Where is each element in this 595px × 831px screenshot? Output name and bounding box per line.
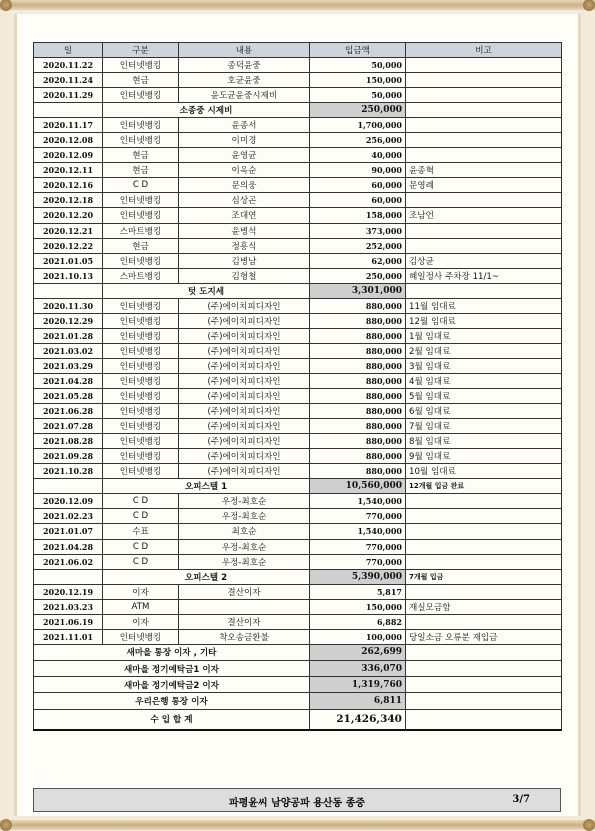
date-cell: 2021.01.07: [34, 524, 103, 539]
subtotal-amount: 5,390,000: [310, 569, 406, 584]
subtotal-row: [34, 569, 562, 584]
subtotal-spacer: [34, 569, 103, 584]
note-cell: [406, 223, 562, 238]
summary-amount: 1,319,760: [310, 677, 406, 693]
grand-total-note: [406, 709, 562, 730]
date-cell: 2020.12.21: [34, 223, 103, 238]
type-cell: 인터넷뱅킹: [103, 58, 179, 73]
type-cell: 인터넷뱅킹: [103, 358, 179, 373]
note-cell: [406, 494, 562, 509]
amount-cell: 770,000: [310, 554, 406, 569]
footer-title: 파평윤씨 남양공파 용산동 종중: [228, 798, 366, 809]
amount-cell: 880,000: [310, 313, 406, 328]
date-cell: 2021.05.28: [34, 389, 103, 404]
type-cell: 인터넷뱅킹: [103, 88, 179, 103]
description-cell: 우정-최호순: [179, 554, 310, 569]
date-cell: 2021.06.19: [34, 614, 103, 629]
amount-cell: 1,540,000: [310, 494, 406, 509]
table-row: [34, 629, 562, 644]
type-cell: 인터넷뱅킹: [103, 464, 179, 479]
table-row: [34, 584, 562, 599]
type-cell: C D: [103, 554, 179, 569]
note-cell: [406, 584, 562, 599]
description-cell: (주)에이치피디자인: [179, 328, 310, 343]
table-row: [34, 373, 562, 388]
page-number: 3/7: [512, 794, 530, 805]
date-cell: 2021.03.29: [34, 358, 103, 373]
note-cell: 5월 임대료: [406, 389, 562, 404]
amount-cell: 62,000: [310, 253, 406, 268]
description-cell: [179, 599, 310, 614]
date-cell: 2021.04.28: [34, 539, 103, 554]
description-cell: 우정-최호순: [179, 494, 310, 509]
note-cell: 혜일정사 주차장 11/1~: [406, 268, 562, 283]
date-cell: 2021.10.28: [34, 464, 103, 479]
note-cell: 2월 임대료: [406, 343, 562, 358]
table-row: [34, 253, 562, 268]
date-cell: 2020.11.30: [34, 298, 103, 313]
note-cell: [406, 554, 562, 569]
description-cell: (주)에이치피디자인: [179, 404, 310, 419]
date-cell: 2021.01.05: [34, 253, 103, 268]
amount-cell: 60,000: [310, 178, 406, 193]
type-cell: 인터넷뱅킹: [103, 193, 179, 208]
amount-cell: 90,000: [310, 163, 406, 178]
table-row: [34, 178, 562, 193]
amount-cell: 880,000: [310, 358, 406, 373]
subtotal-spacer: [34, 103, 103, 118]
subtotal-note: 7개월 입금: [406, 569, 562, 584]
rod-knob-bottom-left: [0, 819, 12, 831]
date-cell: 2021.07.28: [34, 419, 103, 434]
note-cell: [406, 238, 562, 253]
summary-row: [34, 693, 562, 709]
date-cell: 2021.06.28: [34, 404, 103, 419]
type-cell: 인터넷뱅킹: [103, 629, 179, 644]
note-cell: [406, 193, 562, 208]
table-row: [34, 419, 562, 434]
note-cell: 문영례: [406, 178, 562, 193]
summary-row: [34, 661, 562, 677]
date-cell: 2020.12.18: [34, 193, 103, 208]
summary-label: 우리은행 통장 이자: [34, 693, 310, 709]
subtotal-row: [34, 479, 562, 494]
table-row: [34, 434, 562, 449]
note-cell: 8월 임대료: [406, 434, 562, 449]
scroll-bottom-rod: [0, 820, 595, 830]
table-row: [34, 58, 562, 73]
type-cell: 인터넷뱅킹: [103, 133, 179, 148]
table-row: [34, 133, 562, 148]
type-cell: 현금: [103, 238, 179, 253]
table-row: [34, 494, 562, 509]
summary-label: 새마을 정기예탁금2 이자: [34, 677, 310, 693]
date-cell: 2020.12.09: [34, 148, 103, 163]
summary-amount: 6,811: [310, 693, 406, 709]
col-header-note: 비고: [406, 43, 562, 58]
description-cell: (주)에이치피디자인: [179, 313, 310, 328]
subtotal-spacer: [34, 479, 103, 494]
description-cell: 이미경: [179, 133, 310, 148]
note-cell: 재실모금함: [406, 599, 562, 614]
amount-cell: 880,000: [310, 404, 406, 419]
date-cell: 2020.12.22: [34, 238, 103, 253]
date-cell: 2020.11.24: [34, 73, 103, 88]
subtotal-label: 오피스텔 1: [103, 479, 310, 494]
type-cell: 인터넷뱅킹: [103, 118, 179, 133]
grand-total-amount: 21,426,340: [310, 709, 406, 730]
amount-cell: 770,000: [310, 539, 406, 554]
amount-cell: 6,882: [310, 614, 406, 629]
note-cell: 9월 임대료: [406, 449, 562, 464]
description-cell: 심상곤: [179, 193, 310, 208]
description-cell: 결산이자: [179, 614, 310, 629]
table-row: [34, 554, 562, 569]
date-cell: 2020.11.22: [34, 58, 103, 73]
type-cell: 인터넷뱅킹: [103, 404, 179, 419]
table-row: [34, 509, 562, 524]
type-cell: 인터넷뱅킹: [103, 419, 179, 434]
table-row: [34, 343, 562, 358]
type-cell: 현금: [103, 73, 179, 88]
type-cell: 스마트뱅킹: [103, 268, 179, 283]
type-cell: C D: [103, 178, 179, 193]
summary-note: [406, 661, 562, 677]
date-cell: 2021.06.02: [34, 554, 103, 569]
type-cell: 이자: [103, 614, 179, 629]
type-cell: 인터넷뱅킹: [103, 449, 179, 464]
table-row: [34, 298, 562, 313]
description-cell: (주)에이치피디자인: [179, 419, 310, 434]
header-row: [34, 43, 562, 58]
note-cell: [406, 539, 562, 554]
type-cell: 이자: [103, 584, 179, 599]
table-row: [34, 73, 562, 88]
date-cell: 2021.11.01: [34, 629, 103, 644]
subtotal-amount: 10,560,000: [310, 479, 406, 494]
table-row: [34, 449, 562, 464]
date-cell: 2020.11.29: [34, 88, 103, 103]
table-row: [34, 539, 562, 554]
amount-cell: 150,000: [310, 73, 406, 88]
note-cell: 당일소금 오류분 재입금: [406, 629, 562, 644]
col-header-description: 내용: [179, 43, 310, 58]
note-cell: [406, 73, 562, 88]
note-cell: 1월 임대료: [406, 328, 562, 343]
description-cell: (주)에이치피디자인: [179, 373, 310, 388]
subtotal-amount: 250,000: [310, 103, 406, 118]
date-cell: 2021.01.28: [34, 328, 103, 343]
summary-row: [34, 677, 562, 693]
type-cell: 인터넷뱅킹: [103, 253, 179, 268]
date-cell: 2021.03.02: [34, 343, 103, 358]
table-row: [34, 193, 562, 208]
amount-cell: 50,000: [310, 58, 406, 73]
table-row: [34, 208, 562, 223]
amount-cell: 100,000: [310, 629, 406, 644]
amount-cell: 158,000: [310, 208, 406, 223]
amount-cell: 770,000: [310, 509, 406, 524]
amount-cell: 5,817: [310, 584, 406, 599]
type-cell: C D: [103, 539, 179, 554]
type-cell: 인터넷뱅킹: [103, 389, 179, 404]
amount-cell: 880,000: [310, 343, 406, 358]
type-cell: 인터넷뱅킹: [103, 313, 179, 328]
amount-cell: 880,000: [310, 298, 406, 313]
type-cell: 인터넷뱅킹: [103, 298, 179, 313]
date-cell: 2021.02.23: [34, 509, 103, 524]
description-cell: (주)에이치피디자인: [179, 389, 310, 404]
amount-cell: 880,000: [310, 464, 406, 479]
table-row: [34, 268, 562, 283]
page-footer: [33, 788, 561, 812]
summary-row: [34, 644, 562, 660]
note-cell: 10월 임대료: [406, 464, 562, 479]
table-row: [34, 464, 562, 479]
subtotal-spacer: [34, 283, 103, 298]
note-cell: 4월 임대료: [406, 373, 562, 388]
description-cell: 우정-최호순: [179, 509, 310, 524]
type-cell: 인터넷뱅킹: [103, 208, 179, 223]
date-cell: 2020.12.19: [34, 584, 103, 599]
subtotal-label: 오피스텔 2: [103, 569, 310, 584]
amount-cell: 880,000: [310, 449, 406, 464]
subtotal-row: [34, 283, 562, 298]
description-cell: 김형철: [179, 268, 310, 283]
subtotal-note: 12개월 입금 완료: [406, 479, 562, 494]
summary-amount: 336,070: [310, 661, 406, 677]
amount-cell: 50,000: [310, 88, 406, 103]
amount-cell: 880,000: [310, 328, 406, 343]
subtotal-row: [34, 103, 562, 118]
table-row: [34, 328, 562, 343]
type-cell: C D: [103, 509, 179, 524]
amount-cell: 40,000: [310, 148, 406, 163]
note-cell: [406, 118, 562, 133]
subtotal-note: [406, 283, 562, 298]
note-cell: 12월 임대료: [406, 313, 562, 328]
note-cell: [406, 614, 562, 629]
subtotal-label: 텃 도지세: [103, 283, 310, 298]
description-cell: 조대연: [179, 208, 310, 223]
date-cell: 2020.12.08: [34, 133, 103, 148]
rod-knob-bottom-right: [583, 819, 595, 831]
description-cell: (주)에이치피디자인: [179, 434, 310, 449]
note-cell: [406, 509, 562, 524]
amount-cell: 1,700,000: [310, 118, 406, 133]
type-cell: 인터넷뱅킹: [103, 373, 179, 388]
note-cell: 조남언: [406, 208, 562, 223]
amount-cell: 373,000: [310, 223, 406, 238]
note-cell: [406, 524, 562, 539]
date-cell: 2021.04.28: [34, 373, 103, 388]
date-cell: 2020.12.29: [34, 313, 103, 328]
description-cell: 최호순: [179, 524, 310, 539]
date-cell: 2020.12.16: [34, 178, 103, 193]
note-cell: 3월 임대료: [406, 358, 562, 373]
type-cell: 현금: [103, 163, 179, 178]
description-cell: 정흥식: [179, 238, 310, 253]
description-cell: 이옥순: [179, 163, 310, 178]
table-row: [34, 163, 562, 178]
note-cell: 김상균: [406, 253, 562, 268]
note-cell: [406, 133, 562, 148]
date-cell: 2021.10.13: [34, 268, 103, 283]
description-cell: 종덕윤중: [179, 58, 310, 73]
note-cell: [406, 148, 562, 163]
col-header-amount: 입금액: [310, 43, 406, 58]
subtotal-note: [406, 103, 562, 118]
table-row: [34, 148, 562, 163]
grand-total-label: 수 입 합 계: [34, 709, 310, 730]
summary-label: 새마을 정기예탁금1 이자: [34, 661, 310, 677]
income-ledger-table: [33, 42, 562, 731]
type-cell: 수표: [103, 524, 179, 539]
subtotal-amount: 3,301,000: [310, 283, 406, 298]
description-cell: (주)에이치피디자인: [179, 464, 310, 479]
type-cell: 인터넷뱅킹: [103, 343, 179, 358]
date-cell: 2020.12.11: [34, 163, 103, 178]
amount-cell: 252,000: [310, 238, 406, 253]
description-cell: (주)에이치피디자인: [179, 358, 310, 373]
type-cell: 인터넷뱅킹: [103, 328, 179, 343]
table-row: [34, 614, 562, 629]
date-cell: 2021.08.28: [34, 434, 103, 449]
type-cell: 스마트뱅킹: [103, 223, 179, 238]
scroll-top-rod: [0, 0, 595, 10]
description-cell: 윤도균윤중시제비: [179, 88, 310, 103]
note-cell: 7월 임대료: [406, 419, 562, 434]
table-row: [34, 223, 562, 238]
summary-note: [406, 677, 562, 693]
description-cell: 착오송금환불: [179, 629, 310, 644]
date-cell: 2020.12.20: [34, 208, 103, 223]
amount-cell: 880,000: [310, 419, 406, 434]
summary-note: [406, 693, 562, 709]
subtotal-label: 소종중 시제비: [103, 103, 310, 118]
note-cell: [406, 58, 562, 73]
note-cell: [406, 88, 562, 103]
type-cell: ATM: [103, 599, 179, 614]
col-header-date: 일: [34, 43, 103, 58]
date-cell: 2021.09.28: [34, 449, 103, 464]
description-cell: (주)에이치피디자인: [179, 298, 310, 313]
description-cell: (주)에이치피디자인: [179, 449, 310, 464]
summary-note: [406, 644, 562, 660]
table-row: [34, 389, 562, 404]
description-cell: 호균윤중: [179, 73, 310, 88]
date-cell: 2020.12.09: [34, 494, 103, 509]
amount-cell: 150,000: [310, 599, 406, 614]
description-cell: 우정-최호순: [179, 539, 310, 554]
description-cell: 윤병석: [179, 223, 310, 238]
grand-total-row: [34, 709, 562, 730]
description-cell: 윤영균: [179, 148, 310, 163]
note-cell: 6월 임대료: [406, 404, 562, 419]
type-cell: 인터넷뱅킹: [103, 434, 179, 449]
description-cell: 문의웅: [179, 178, 310, 193]
col-header-type: 구분: [103, 43, 179, 58]
amount-cell: 880,000: [310, 389, 406, 404]
description-cell: 김병남: [179, 253, 310, 268]
note-cell: 11월 임대료: [406, 298, 562, 313]
table-row: [34, 313, 562, 328]
table-row: [34, 238, 562, 253]
amount-cell: 60,000: [310, 193, 406, 208]
type-cell: C D: [103, 494, 179, 509]
note-cell: 윤종혁: [406, 163, 562, 178]
description-cell: 결산이자: [179, 584, 310, 599]
ledger-body: [34, 58, 562, 730]
table-row: [34, 358, 562, 373]
amount-cell: 880,000: [310, 434, 406, 449]
date-cell: 2021.03.23: [34, 599, 103, 614]
amount-cell: 880,000: [310, 373, 406, 388]
table-row: [34, 88, 562, 103]
type-cell: 현금: [103, 148, 179, 163]
table-row: [34, 524, 562, 539]
description-cell: (주)에이치피디자인: [179, 343, 310, 358]
table-row: [34, 404, 562, 419]
amount-cell: 256,000: [310, 133, 406, 148]
table-row: [34, 599, 562, 614]
summary-amount: 262,699: [310, 644, 406, 660]
date-cell: 2020.11.17: [34, 118, 103, 133]
table-row: [34, 118, 562, 133]
amount-cell: 1,540,000: [310, 524, 406, 539]
summary-label: 새마을 통장 이자 , 기타: [34, 644, 310, 660]
description-cell: 윤종서: [179, 118, 310, 133]
amount-cell: 250,000: [310, 268, 406, 283]
